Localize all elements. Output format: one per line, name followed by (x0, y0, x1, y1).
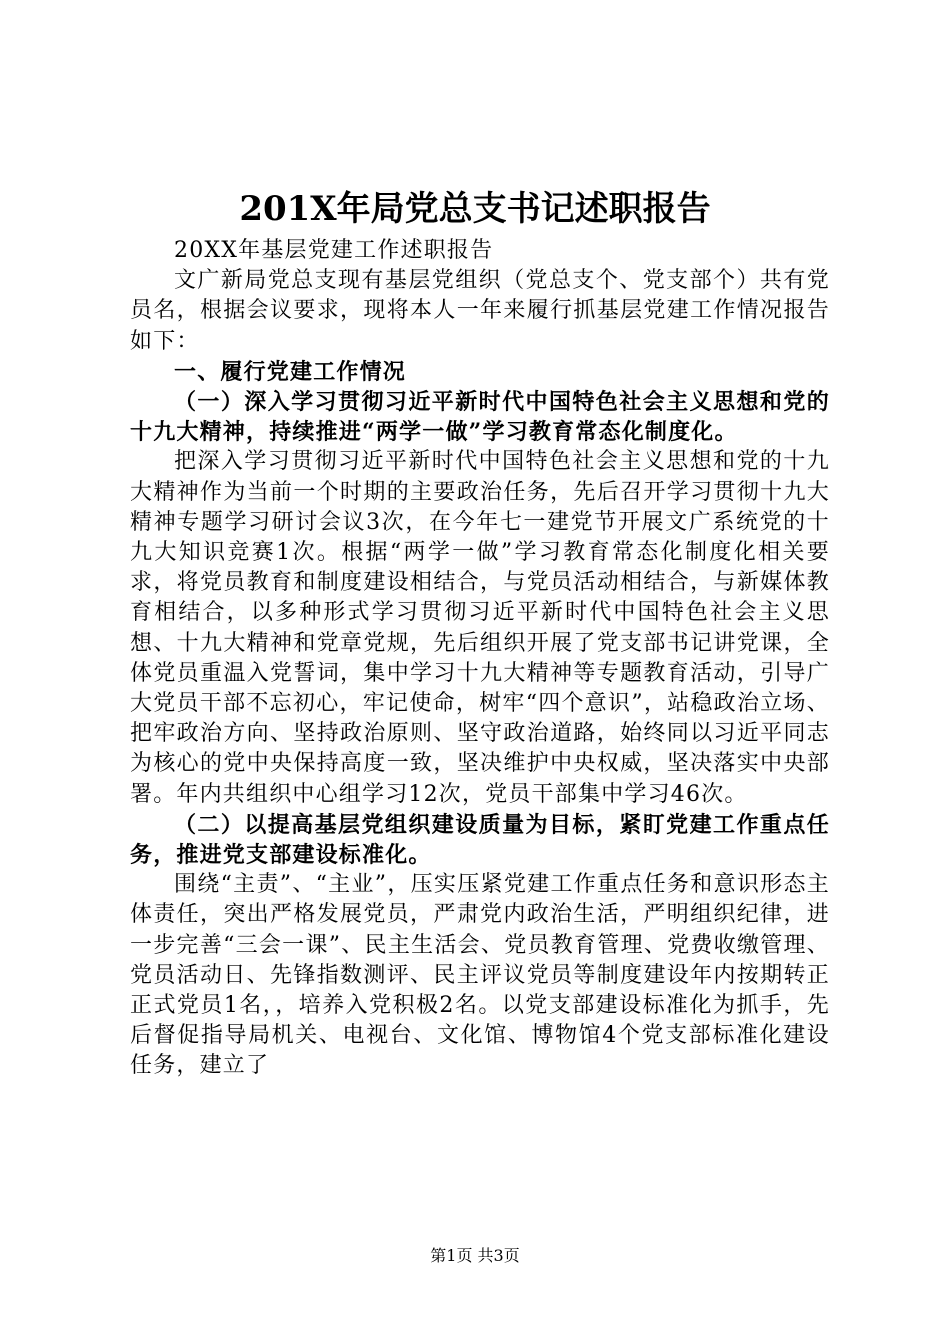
subsection-heading: （一）深入学习贯彻习近平新时代中国特色社会主义思想和党的十九大精神，持续推进“两学一做”学习教育常态化制度化。 (130, 389, 830, 446)
paragraph: 20XX年基层党建工作述职报告 (174, 238, 494, 263)
document-body (130, 236, 830, 1082)
paragraph: 把深入学习贯彻习近平新时代中国特色社会主义思想和党的十九大精神作为当前一个时期的主要政治任务，先后召开学习贯彻十九大精神专题学习研讨会议3次，在今年七一建党节开展文广系统党的十九大知识竞赛1次。根据“两学一做”学习教育常态化制度化相关要求，将党员教育和制度建设相结合，与党员活动相结合，与新媒体教育相结合，以多种形式学习贯彻习近平新时代中国特色社会主义思想、十九大精神和党章党规，先后组织开展了党支部书记讲党课，全体党员重温入党誓词，集中学习十九大精神等专题教育活动，引导广大党员干部不忘初心，牢记使命，树牢“四个意识”，站稳政治立场、把牢政治方向、坚持政治原则、坚守政治道路，始终同以习近平同志为核心的党中央保持高度一致，坚决维护中央权威，坚决落实中央部署。年内共组织中心组学习12次，党员干部集中学习46次。 (130, 449, 830, 807)
section-heading: 一、履行党建工作情况 (174, 358, 407, 385)
document-title: 201X年局党总支书记述职报告 (239, 189, 711, 229)
page-indicator: 第1页 共3页 (430, 1246, 520, 1265)
paragraph: 文广新局党总支现有基层党组织（党总支个、党支部个）共有党员名，根据会议要求，现将本人一年来履行抓基层党建工作情况报告如下： (130, 268, 830, 354)
paragraph: 围绕“主责”、“主业”，压实压紧党建工作重点任务和意识形态主体责任，突出严格发展党员，严肃党内政治生活，严明组织纪律，进一步完善“三会一课”、民主生活会、党员教育管理、党费收缴管理、党员活动日、先锋指数测评、民主评议党员等制度建设年内按期转正正式党员1名，，培养入党积极2名。以党支部建设标准化为抓手，先后督促指导局机关、电视台、文化馆、博物馆4个党支部标准化建设任务，建立了 (130, 872, 830, 1079)
subsection-heading: （二）以提高基层党组织建设质量为目标，紧盯党建工作重点任务，推进党支部建设标准化。 (130, 811, 830, 869)
